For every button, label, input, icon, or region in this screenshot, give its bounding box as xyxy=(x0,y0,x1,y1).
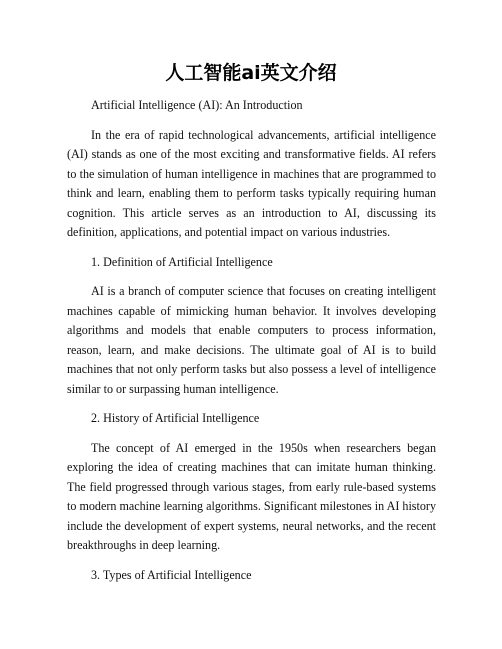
intro-heading: Artificial Intelligence (AI): An Introduction xyxy=(91,98,303,112)
section-heading-definition: 1. Definition of Artificial Intelligence xyxy=(91,254,273,269)
section-heading-history: 2. History of Artificial Intelligence xyxy=(91,411,260,425)
history-paragraph: The concept of AI emerged in the 1950s when researchers began exploring the idea of creating machines that can imitate human thinking. The field progressed through various stages, from early rule-based systems to modern machine learning algorithms. Significant milestones in AI history include the development of expert systems, neural networks, and the recent breakthroughs in deep learning. xyxy=(67,440,436,552)
document-body xyxy=(67,96,436,595)
intro-paragraph: In the era of rapid technological advancements, artificial intelligence (AI) stands as one of the most exciting and transformative fields. AI refers to the simulation of human intelligence in machines that are programmed to think and learn, enabling them to perform tasks typically requiring human cognition. This article serves as an introduction to AI, discussing its definition, applications, and potential impact on various industries. xyxy=(67,127,436,239)
section-heading-types: 3. Types of Artificial Intelligence xyxy=(91,567,252,582)
document-title: 人工智能ai英文介绍 xyxy=(165,62,337,84)
definition-paragraph: AI is a branch of computer science that focuses on creating intelligent machines capable of mimicking human behavior. It involves developing algorithms and models that enable computers to process information, reason, learn, and make decisions. The ultimate goal of AI is to build machines that not only perform tasks but also possess a level of intelligence similar to or surpassing human intelligence. xyxy=(67,284,436,396)
